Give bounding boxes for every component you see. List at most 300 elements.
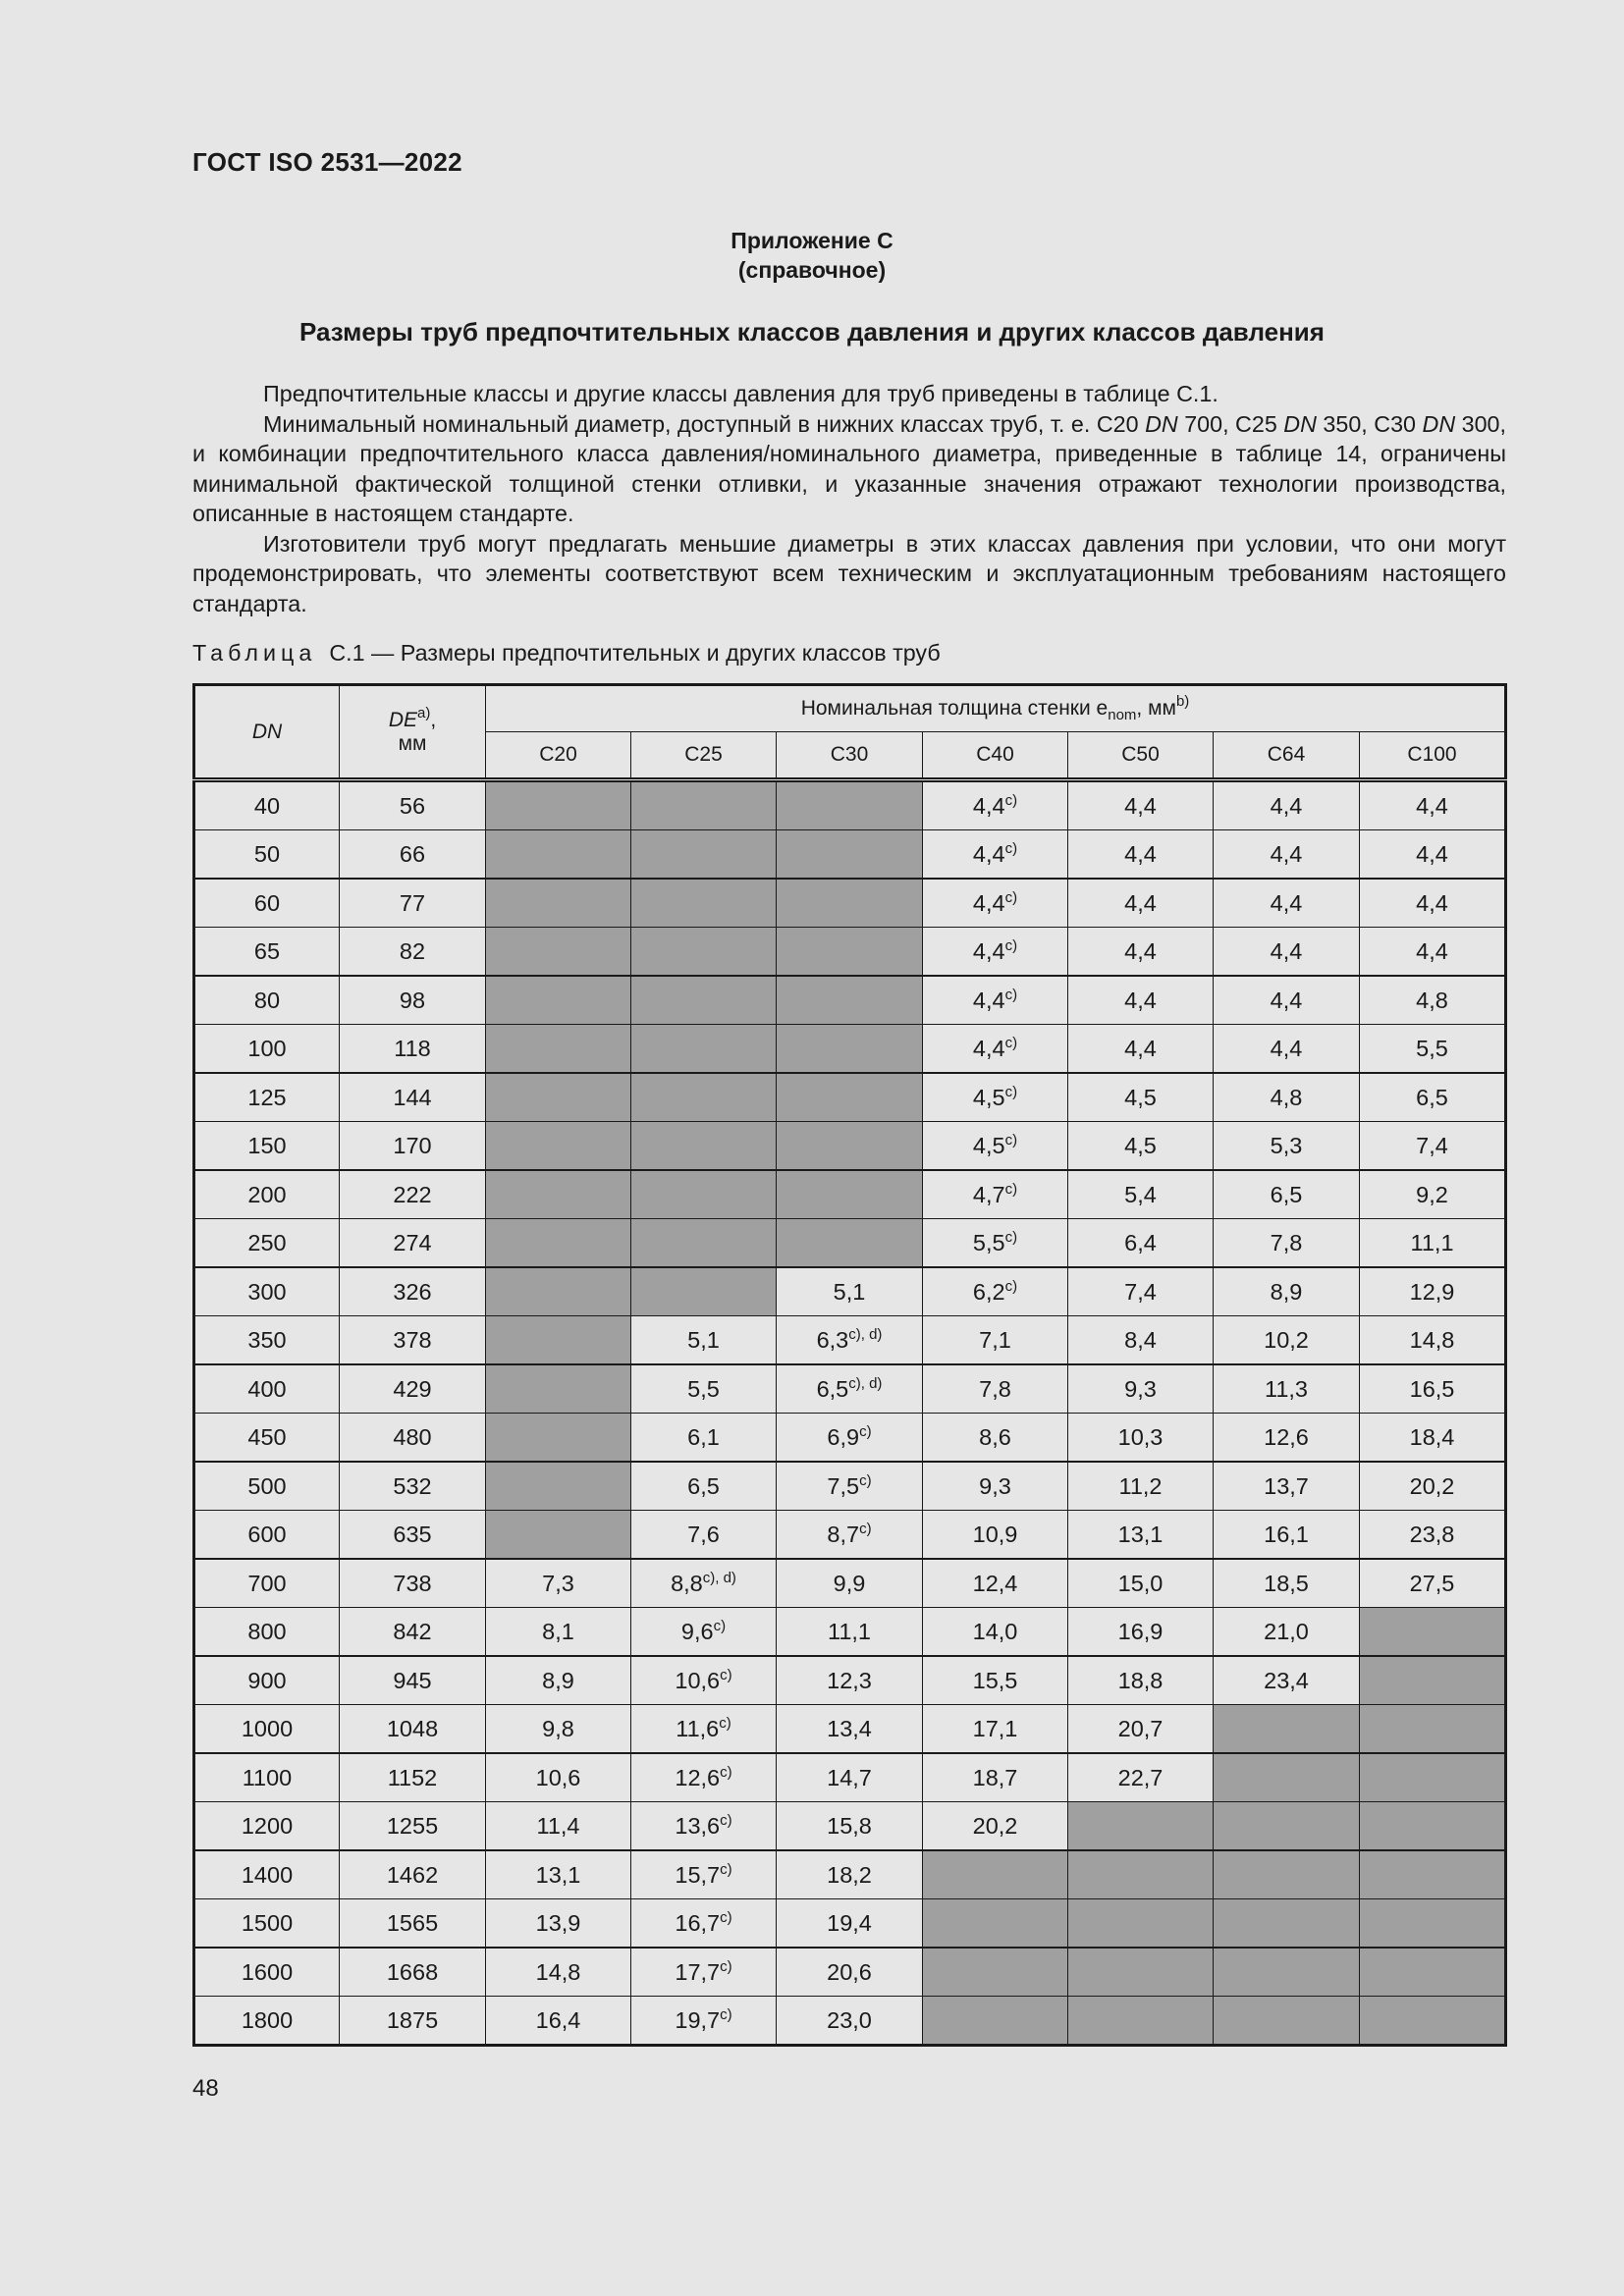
- table-row: [194, 1170, 1506, 1219]
- footnote-ref: c): [720, 1763, 732, 1781]
- cell-de: 118: [340, 1025, 486, 1074]
- cell-de: 480: [340, 1414, 486, 1463]
- table-caption: [192, 640, 941, 667]
- cell-unavailable: [1214, 1705, 1360, 1754]
- cell-thickness: 9,3: [1068, 1364, 1214, 1414]
- table-row: [194, 780, 1506, 830]
- cell-thickness: 4,5$^{c)}$: [923, 1073, 1068, 1122]
- cell-unavailable: [486, 1316, 631, 1365]
- cell-dn: 1400: [194, 1850, 340, 1899]
- cell-unavailable: [486, 1462, 631, 1511]
- cell-dn: 900: [194, 1656, 340, 1705]
- footnote-ref: c): [1004, 1180, 1018, 1198]
- cell-dn: 350: [194, 1316, 340, 1365]
- header-class: С50: [1068, 732, 1214, 780]
- cell-dn: 250: [194, 1219, 340, 1268]
- cell-dn: 600: [194, 1511, 340, 1560]
- cell-dn: 1100: [194, 1753, 340, 1802]
- cell-thickness: 4,4$^{c)}$: [923, 780, 1068, 830]
- cell-thickness: 5,3: [1214, 1122, 1360, 1171]
- table-row: [194, 1122, 1506, 1171]
- cell-thickness: 12,6: [1214, 1414, 1360, 1463]
- cell-unavailable: [486, 1364, 631, 1414]
- table-row: [194, 1364, 1506, 1414]
- cell-thickness: 4,8: [1360, 976, 1506, 1025]
- table-row: [194, 1559, 1506, 1608]
- cell-unavailable: [486, 1073, 631, 1122]
- table-row: [194, 1899, 1506, 1949]
- cell-unavailable: [1068, 1802, 1214, 1851]
- cell-thickness: 22,7: [1068, 1753, 1214, 1802]
- cell-dn: 800: [194, 1608, 340, 1657]
- table-row: [194, 1705, 1506, 1754]
- cell-unavailable: [923, 1997, 1068, 2046]
- cell-thickness: 15,8: [777, 1802, 923, 1851]
- cell-thickness: 12,6$^{c)}$: [631, 1753, 777, 1802]
- cell-thickness: 12,3: [777, 1656, 923, 1705]
- cell-thickness: 14,7: [777, 1753, 923, 1802]
- cell-thickness: 19,7$^{c)}$: [631, 1997, 777, 2046]
- cell-thickness: 6,2$^{c)}$: [923, 1267, 1068, 1316]
- cell-unavailable: [923, 1899, 1068, 1949]
- cell-thickness: 4,4: [1214, 780, 1360, 830]
- cell-unavailable: [923, 1948, 1068, 1997]
- cell-thickness: 8,6: [923, 1414, 1068, 1463]
- cell-dn: 200: [194, 1170, 340, 1219]
- cell-unavailable: [1360, 1753, 1506, 1802]
- cell-dn: 1200: [194, 1802, 340, 1851]
- footnote-ref: c): [859, 1471, 872, 1489]
- footnote-ref: c): [859, 1520, 872, 1537]
- cell-unavailable: [1068, 1899, 1214, 1949]
- cell-unavailable: [1214, 1899, 1360, 1949]
- cell-de: 170: [340, 1122, 486, 1171]
- cell-unavailable: [777, 1025, 923, 1074]
- cell-thickness: 7,6: [631, 1511, 777, 1560]
- footnote-ref: c), d): [702, 1569, 736, 1586]
- cell-thickness: 20,2: [1360, 1462, 1506, 1511]
- cell-thickness: 10,6$^{c)}$: [631, 1656, 777, 1705]
- cell-thickness: 4,4: [1360, 879, 1506, 928]
- footnote-ref: c): [1004, 986, 1018, 1003]
- cell-thickness: 10,2: [1214, 1316, 1360, 1365]
- cell-de: 945: [340, 1656, 486, 1705]
- cell-thickness: 4,5: [1068, 1073, 1214, 1122]
- cell-thickness: 13,7: [1214, 1462, 1360, 1511]
- cell-unavailable: [631, 1267, 777, 1316]
- cell-thickness: 4,8: [1214, 1073, 1360, 1122]
- cell-thickness: $6,3^{c), d)}$: [777, 1316, 923, 1365]
- cell-dn: 1000: [194, 1705, 340, 1754]
- cell-de: 1565: [340, 1899, 486, 1949]
- cell-thickness: 4,4: [1214, 830, 1360, 880]
- cell-thickness: 5,1: [777, 1267, 923, 1316]
- cell-thickness: 11,2: [1068, 1462, 1214, 1511]
- cell-thickness: 4,4$^{c)}$: [923, 976, 1068, 1025]
- table-row: [194, 1850, 1506, 1899]
- cell-thickness: 12,4: [923, 1559, 1068, 1608]
- cell-thickness: 10,9: [923, 1511, 1068, 1560]
- cell-unavailable: [486, 1170, 631, 1219]
- cell-thickness: 11,6$^{c)}$: [631, 1705, 777, 1754]
- cell-unavailable: [1360, 1948, 1506, 1997]
- table-row: [194, 879, 1506, 928]
- cell-thickness: 12,9: [1360, 1267, 1506, 1316]
- cell-thickness: 8,7$^{c)}$: [777, 1511, 923, 1560]
- cell-de: 1048: [340, 1705, 486, 1754]
- header-wall-thickness: Номинальная толщина стенки $e_{nom}$, $мм^{b)}$: [486, 685, 1506, 732]
- cell-dn: 300: [194, 1267, 340, 1316]
- cell-thickness: 7,8: [1214, 1219, 1360, 1268]
- cell-unavailable: [486, 1414, 631, 1463]
- cell-thickness: 8,1: [486, 1608, 631, 1657]
- cell-thickness: 7,4: [1360, 1122, 1506, 1171]
- cell-unavailable: [486, 1219, 631, 1268]
- cell-dn: 65: [194, 928, 340, 977]
- header-de: DE$^{a)}$, мм: [340, 685, 486, 780]
- table-caption-prefix: Таблица: [192, 640, 317, 666]
- cell-thickness: 21,0: [1214, 1608, 1360, 1657]
- cell-thickness: 5,5: [1360, 1025, 1506, 1074]
- cell-thickness: 17,1: [923, 1705, 1068, 1754]
- cell-de: 842: [340, 1608, 486, 1657]
- cell-thickness: 14,8: [486, 1948, 631, 1997]
- cell-thickness: 6,5: [1214, 1170, 1360, 1219]
- table-row: [194, 1267, 1506, 1316]
- cell-thickness: 6,5: [631, 1462, 777, 1511]
- cell-thickness: 18,8: [1068, 1656, 1214, 1705]
- table-row: [194, 1219, 1506, 1268]
- cell-unavailable: [777, 780, 923, 830]
- cell-de: 222: [340, 1170, 486, 1219]
- annex-title: Приложение С: [731, 228, 893, 253]
- footnote-ref: c): [859, 1422, 872, 1440]
- cell-thickness: 4,4: [1068, 879, 1214, 928]
- cell-de: 1152: [340, 1753, 486, 1802]
- cell-unavailable: [486, 879, 631, 928]
- cell-unavailable: [631, 879, 777, 928]
- cell-thickness: 15,0: [1068, 1559, 1214, 1608]
- paragraph-1: Предпочтительные классы и другие классы давления для труб приведены в таблице С.1.: [263, 381, 1218, 406]
- cell-thickness: 15,5: [923, 1656, 1068, 1705]
- footnote-ref: c): [1004, 1277, 1018, 1295]
- cell-thickness: 4,4: [1214, 1025, 1360, 1074]
- cell-de: 82: [340, 928, 486, 977]
- cell-unavailable: [486, 1511, 631, 1560]
- cell-thickness: 4,5$^{c)}$: [923, 1122, 1068, 1171]
- paragraph-3: Изготовители труб могут предлагать меньшие диаметры в этих классах давления при условии, что они могут продемонстрировать, что элементы соответствуют всем техническим и эксплуатационным требованиям настоящего стандарта.: [192, 530, 1506, 616]
- footnote-ref: c), d): [848, 1374, 883, 1392]
- cell-unavailable: [631, 976, 777, 1025]
- cell-de: 635: [340, 1511, 486, 1560]
- cell-de: 378: [340, 1316, 486, 1365]
- cell-dn: 1600: [194, 1948, 340, 1997]
- cell-thickness: 5,5$^{c)}$: [923, 1219, 1068, 1268]
- cell-thickness: 4,4$^{c)}$: [923, 1025, 1068, 1074]
- footnote-ref: c): [720, 1957, 732, 1975]
- footnote-ref: c): [1004, 1034, 1018, 1051]
- cell-thickness: 4,4: [1068, 928, 1214, 977]
- cell-unavailable: [777, 976, 923, 1025]
- cell-unavailable: [777, 1122, 923, 1171]
- cell-unavailable: [1068, 1850, 1214, 1899]
- cell-thickness: 6,9$^{c)}$: [777, 1414, 923, 1463]
- cell-thickness: 4,4: [1068, 1025, 1214, 1074]
- cell-unavailable: [777, 1073, 923, 1122]
- cell-unavailable: [1360, 1802, 1506, 1851]
- table-row: [194, 1414, 1506, 1463]
- cell-thickness: 4,4: [1068, 780, 1214, 830]
- cell-thickness: 4,4: [1214, 976, 1360, 1025]
- cell-thickness: $8,8^{c), d)}$: [631, 1559, 777, 1608]
- cell-dn: 700: [194, 1559, 340, 1608]
- cell-unavailable: [631, 830, 777, 880]
- body-text: [192, 379, 1506, 618]
- cell-unavailable: [486, 1025, 631, 1074]
- paragraph-2: Минимальный номинальный диаметр, доступный в нижних классах труб, т. е. С20 DN 700, С25 DN 350, С30 DN 300, и комбинации предпочтительного класса давления/номинального диаметра, приведенные в таблице 14, ограничены минимальной фактической толщиной стенки отливки, и указанные значения отражают технологии производства, описанные в настоящем стандарте.: [192, 410, 1506, 526]
- cell-unavailable: [777, 1219, 923, 1268]
- footnote-ref: c), d): [848, 1325, 883, 1343]
- cell-unavailable: [1068, 1997, 1214, 2046]
- cell-dn: 400: [194, 1364, 340, 1414]
- cell-thickness: 7,1: [923, 1316, 1068, 1365]
- cell-unavailable: [1360, 1608, 1506, 1657]
- document-header: ГОСТ ISO 2531—2022: [192, 147, 462, 177]
- cell-thickness: 16,7$^{c)}$: [631, 1899, 777, 1949]
- cell-unavailable: [486, 1122, 631, 1171]
- cell-unavailable: [1360, 1656, 1506, 1705]
- cell-thickness: 18,7: [923, 1753, 1068, 1802]
- cell-unavailable: [777, 830, 923, 880]
- cell-thickness: 11,3: [1214, 1364, 1360, 1414]
- header-dn: DN: [194, 685, 340, 780]
- cell-de: 738: [340, 1559, 486, 1608]
- cell-unavailable: [486, 976, 631, 1025]
- cell-dn: 1800: [194, 1997, 340, 2046]
- cell-unavailable: [1214, 1850, 1360, 1899]
- cell-thickness: 18,5: [1214, 1559, 1360, 1608]
- cell-dn: 450: [194, 1414, 340, 1463]
- cell-unavailable: [486, 830, 631, 880]
- cell-de: 274: [340, 1219, 486, 1268]
- cell-thickness: 20,2: [923, 1802, 1068, 1851]
- table-row: [194, 1802, 1506, 1851]
- header-class: С100: [1360, 732, 1506, 780]
- cell-thickness: 10,6: [486, 1753, 631, 1802]
- cell-thickness: 4,4: [1360, 928, 1506, 977]
- cell-unavailable: [777, 879, 923, 928]
- table-row: [194, 1025, 1506, 1074]
- cell-unavailable: [777, 928, 923, 977]
- footnote-ref: c): [1004, 791, 1018, 809]
- cell-thickness: 23,8: [1360, 1511, 1506, 1560]
- cell-thickness: 7,5$^{c)}$: [777, 1462, 923, 1511]
- cell-thickness: 14,8: [1360, 1316, 1506, 1365]
- cell-unavailable: [631, 1170, 777, 1219]
- table-row: [194, 1316, 1506, 1365]
- header-class: С25: [631, 732, 777, 780]
- cell-de: 77: [340, 879, 486, 928]
- cell-thickness: 4,4: [1214, 928, 1360, 977]
- cell-dn: 80: [194, 976, 340, 1025]
- cell-thickness: 9,9: [777, 1559, 923, 1608]
- cell-unavailable: [631, 928, 777, 977]
- table-row: [194, 1608, 1506, 1657]
- header-class: С30: [777, 732, 923, 780]
- table-row: [194, 830, 1506, 880]
- cell-thickness: 9,3: [923, 1462, 1068, 1511]
- cell-thickness: 13,9: [486, 1899, 631, 1949]
- table-row: [194, 1462, 1506, 1511]
- cell-thickness: 15,7$^{c)}$: [631, 1850, 777, 1899]
- cell-unavailable: [1360, 1705, 1506, 1754]
- cell-thickness: 9,6$^{c)}$: [631, 1608, 777, 1657]
- footnote-ref: c): [1004, 888, 1018, 906]
- cell-unavailable: [1360, 1899, 1506, 1949]
- cell-thickness: 4,4: [1214, 879, 1360, 928]
- table-caption-text: С.1 — Размеры предпочтительных и других классов труб: [329, 640, 941, 666]
- cell-thickness: 9,8: [486, 1705, 631, 1754]
- header-class: С64: [1214, 732, 1360, 780]
- cell-dn: 100: [194, 1025, 340, 1074]
- cell-unavailable: [1360, 1850, 1506, 1899]
- cell-unavailable: [631, 1219, 777, 1268]
- cell-unavailable: [1214, 1997, 1360, 2046]
- cell-thickness: 17,7$^{c)}$: [631, 1948, 777, 1997]
- table-row: [194, 1656, 1506, 1705]
- cell-thickness: 4,7$^{c)}$: [923, 1170, 1068, 1219]
- cell-thickness: 18,2: [777, 1850, 923, 1899]
- footnote-ref: c): [719, 1714, 731, 1732]
- cell-unavailable: [1214, 1948, 1360, 1997]
- cell-thickness: 4,4$^{c)}$: [923, 879, 1068, 928]
- cell-thickness: 7,3: [486, 1559, 631, 1608]
- table-row: [194, 928, 1506, 977]
- cell-de: 144: [340, 1073, 486, 1122]
- cell-unavailable: [777, 1170, 923, 1219]
- cell-thickness: 19,4: [777, 1899, 923, 1949]
- cell-thickness: 5,4: [1068, 1170, 1214, 1219]
- table-row: [194, 1997, 1506, 2046]
- cell-unavailable: [923, 1850, 1068, 1899]
- table-row: [194, 1073, 1506, 1122]
- cell-thickness: 8,9: [486, 1656, 631, 1705]
- footnote-ref: c): [720, 1908, 732, 1926]
- cell-thickness: 8,9: [1214, 1267, 1360, 1316]
- cell-de: 1462: [340, 1850, 486, 1899]
- cell-de: 66: [340, 830, 486, 880]
- cell-thickness: 4,4: [1360, 780, 1506, 830]
- cell-dn: 60: [194, 879, 340, 928]
- cell-thickness: 7,8: [923, 1364, 1068, 1414]
- table-row: [194, 1948, 1506, 1997]
- cell-unavailable: [1068, 1948, 1214, 1997]
- footnote-ref: c): [1004, 1083, 1018, 1100]
- cell-de: 1668: [340, 1948, 486, 1997]
- footnote-ref: c): [1004, 1131, 1018, 1148]
- cell-thickness: 16,1: [1214, 1511, 1360, 1560]
- footnote-ref: c): [720, 1811, 732, 1829]
- cell-thickness: $6,5^{c), d)}$: [777, 1364, 923, 1414]
- footnote-ref: c): [1004, 1228, 1018, 1246]
- cell-thickness: 20,6: [777, 1948, 923, 1997]
- cell-unavailable: [1214, 1753, 1360, 1802]
- cell-unavailable: [631, 780, 777, 830]
- cell-unavailable: [1360, 1997, 1506, 2046]
- pipe-dimensions-table: [192, 683, 1507, 2047]
- cell-thickness: 5,5: [631, 1364, 777, 1414]
- cell-thickness: 13,4: [777, 1705, 923, 1754]
- cell-thickness: 16,4: [486, 1997, 631, 2046]
- cell-unavailable: [486, 780, 631, 830]
- cell-dn: 50: [194, 830, 340, 880]
- header-class: С20: [486, 732, 631, 780]
- footnote-ref: c): [1004, 839, 1018, 857]
- section-title: Размеры труб предпочтительных классов давления и других классов давления: [299, 317, 1325, 347]
- cell-thickness: 13,6$^{c)}$: [631, 1802, 777, 1851]
- cell-thickness: 27,5: [1360, 1559, 1506, 1608]
- cell-dn: 500: [194, 1462, 340, 1511]
- footnote-ref: c): [720, 1860, 732, 1878]
- cell-thickness: 4,5: [1068, 1122, 1214, 1171]
- cell-dn: 1500: [194, 1899, 340, 1949]
- cell-unavailable: [1214, 1802, 1360, 1851]
- cell-thickness: 13,1: [486, 1850, 631, 1899]
- cell-thickness: 20,7: [1068, 1705, 1214, 1754]
- cell-thickness: 4,4: [1068, 830, 1214, 880]
- cell-thickness: 4,4: [1360, 830, 1506, 880]
- cell-dn: 40: [194, 780, 340, 830]
- cell-unavailable: [486, 1267, 631, 1316]
- footnote-ref: c): [1004, 936, 1018, 954]
- page-number: 48: [192, 2075, 219, 2102]
- cell-thickness: 16,9: [1068, 1608, 1214, 1657]
- cell-thickness: 4,4$^{c)}$: [923, 830, 1068, 880]
- annex-kind: (справочное): [737, 257, 887, 283]
- cell-dn: 125: [194, 1073, 340, 1122]
- cell-thickness: 11,4: [486, 1802, 631, 1851]
- cell-thickness: 6,1: [631, 1414, 777, 1463]
- cell-thickness: 23,4: [1214, 1656, 1360, 1705]
- cell-de: 532: [340, 1462, 486, 1511]
- cell-de: 1875: [340, 1997, 486, 2046]
- cell-thickness: 13,1: [1068, 1511, 1214, 1560]
- cell-thickness: 6,5: [1360, 1073, 1506, 1122]
- footnote-ref: c): [720, 2005, 732, 2023]
- cell-thickness: 11,1: [1360, 1219, 1506, 1268]
- cell-de: 1255: [340, 1802, 486, 1851]
- footnote-ref: c): [713, 1617, 727, 1634]
- cell-thickness: 10,3: [1068, 1414, 1214, 1463]
- cell-thickness: 4,4: [1068, 976, 1214, 1025]
- cell-thickness: 4,4$^{c)}$: [923, 928, 1068, 977]
- cell-thickness: 9,2: [1360, 1170, 1506, 1219]
- cell-unavailable: [486, 928, 631, 977]
- table-row: [194, 1753, 1506, 1802]
- cell-de: 56: [340, 780, 486, 830]
- table-row: [194, 1511, 1506, 1560]
- footnote-ref: c): [720, 1666, 732, 1683]
- header-class: С40: [923, 732, 1068, 780]
- cell-thickness: 11,1: [777, 1608, 923, 1657]
- cell-thickness: 16,5: [1360, 1364, 1506, 1414]
- cell-thickness: 7,4: [1068, 1267, 1214, 1316]
- cell-unavailable: [631, 1122, 777, 1171]
- cell-thickness: 8,4: [1068, 1316, 1214, 1365]
- cell-thickness: 14,0: [923, 1608, 1068, 1657]
- cell-dn: 150: [194, 1122, 340, 1171]
- cell-thickness: 18,4: [1360, 1414, 1506, 1463]
